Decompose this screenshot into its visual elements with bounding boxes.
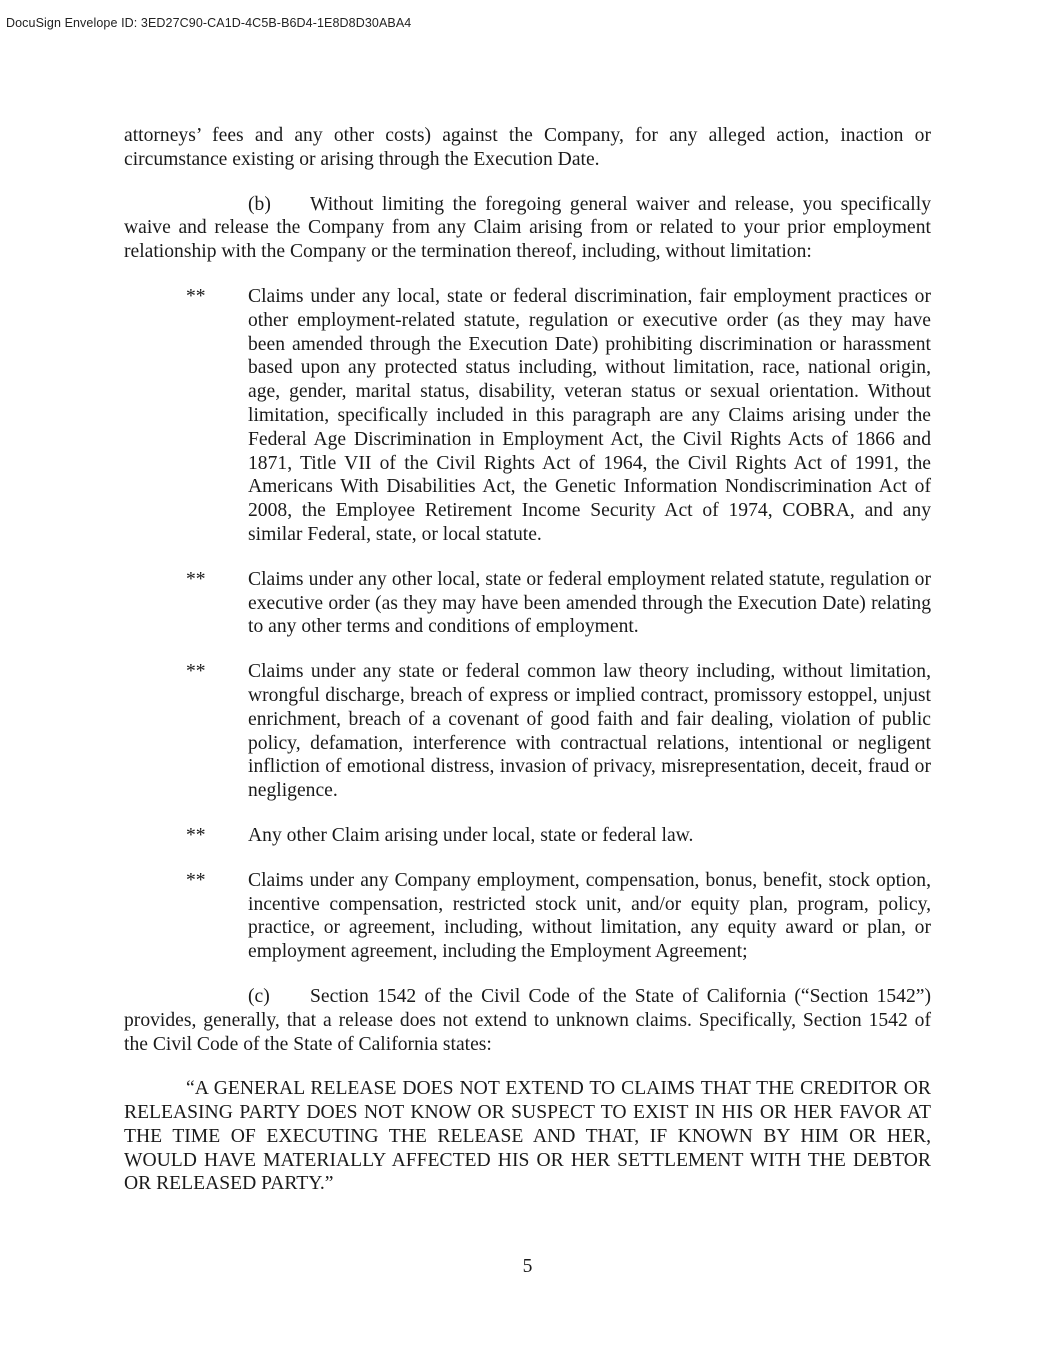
claim-bullet bbox=[124, 568, 931, 639]
paragraph-b bbox=[124, 193, 931, 264]
bullet-marker: ** bbox=[186, 869, 206, 891]
document-body bbox=[124, 124, 931, 1217]
claim-bullet bbox=[124, 824, 931, 848]
bullet-text: Claims under any other local, state or federal employment related statute, regulation or executive order (as they may have been amended through the Execution Date) relating to any other terms and conditions of employment. bbox=[248, 568, 931, 638]
envelope-id: DocuSign Envelope ID: 3ED27C90-CA1D-4C5B-B6D4-1E8D8D30ABA4 bbox=[6, 16, 412, 30]
page-number: 5 bbox=[522, 1256, 533, 1277]
bullet-marker: ** bbox=[186, 568, 206, 590]
paragraph-b-marker: (b) bbox=[248, 193, 271, 215]
paragraph-c bbox=[124, 985, 931, 1056]
claim-bullet bbox=[124, 869, 931, 964]
paragraph-c-text: Section 1542 of the Civil Code of the State of California (“Section 1542”) provides, generally, that a release does not extend to unknown claims. Specifically, Section 1542 of the Civil Code of the State of California states: bbox=[124, 985, 931, 1055]
bullet-text: Claims under any local, state or federal discrimination, fair employment practices or other employment-related statute, regulation or executive order (as they may have been amended through the Execution Date) prohibiting discrimination or harassment based upon any protected status including, without limitation, race, national origin, age, gender, marital status, disability, veteran status or sexual orientation. Without limitation, specifically included in this paragraph are any Claims arising under the Federal Age Discrimination in Employment Act, the Civil Rights Acts of 1866 and 1871, Title VII of the Civil Rights Act of 1964, the Civil Rights Act of 1991, the Americans With Disabilities Act, the Genetic Information Nondiscrimination Act of 2008, the Employee Retirement Income Security Act of 1974, COBRA, and any similar Federal, state, or local statute. bbox=[248, 285, 931, 545]
bullet-marker: ** bbox=[186, 661, 206, 683]
bullet-text: Claims under any state or federal common law theory including, without limitation, wrongful discharge, breach of express or implied contract, promissory estoppel, unjust enrichment, breach of a covenant of good faith and fair dealing, violation of public policy, defamation, interference with contractual relations, intentional or negligent infliction of emotional distress, invasion of privacy, misrepresentation, deceit, fraud or negligence. bbox=[248, 661, 931, 802]
bullet-marker: ** bbox=[186, 285, 206, 307]
bullet-text: Claims under any Company employment, compensation, bonus, benefit, stock option, incentive compensation, restricted stock unit, and/or equity plan, program, policy, practice, or agreement, including, without limitation, any equity award or plan, or employment agreement, including the Employment Agreement; bbox=[248, 869, 931, 963]
bullet-text: Any other Claim arising under local, state or federal law. bbox=[248, 824, 694, 846]
claim-bullet bbox=[124, 285, 931, 547]
continuation-paragraph: attorneys’ fees and any other costs) against the Company, for any alleged action, inaction or circumstance existing or arising through the Execution Date. bbox=[124, 125, 931, 170]
paragraph-c-marker: (c) bbox=[248, 985, 270, 1007]
claim-bullet bbox=[124, 660, 931, 803]
section-1542-quote: “A GENERAL RELEASE DOES NOT EXTEND TO CLAIMS THAT THE CREDITOR OR RELEASING PARTY DOES NOT KNOW OR SUSPECT TO EXIST IN HIS OR HER FAVOR AT THE TIME OF EXECUTING THE RELEASE AND THAT, IF KNOWN BY HIM OR HER, WOULD HAVE MATERIALLY AFFECTED HIS OR HER SETTLEMENT WITH THE DEBTOR OR RELEASED PARTY.” bbox=[124, 1078, 931, 1195]
bullet-marker: ** bbox=[186, 824, 206, 846]
paragraph-b-text: Without limiting the foregoing general waiver and release, you specifically waive and release the Company from any Claim arising from or related to your prior employment relationship with the Company or the termination thereof, including, without limitation: bbox=[124, 193, 931, 263]
